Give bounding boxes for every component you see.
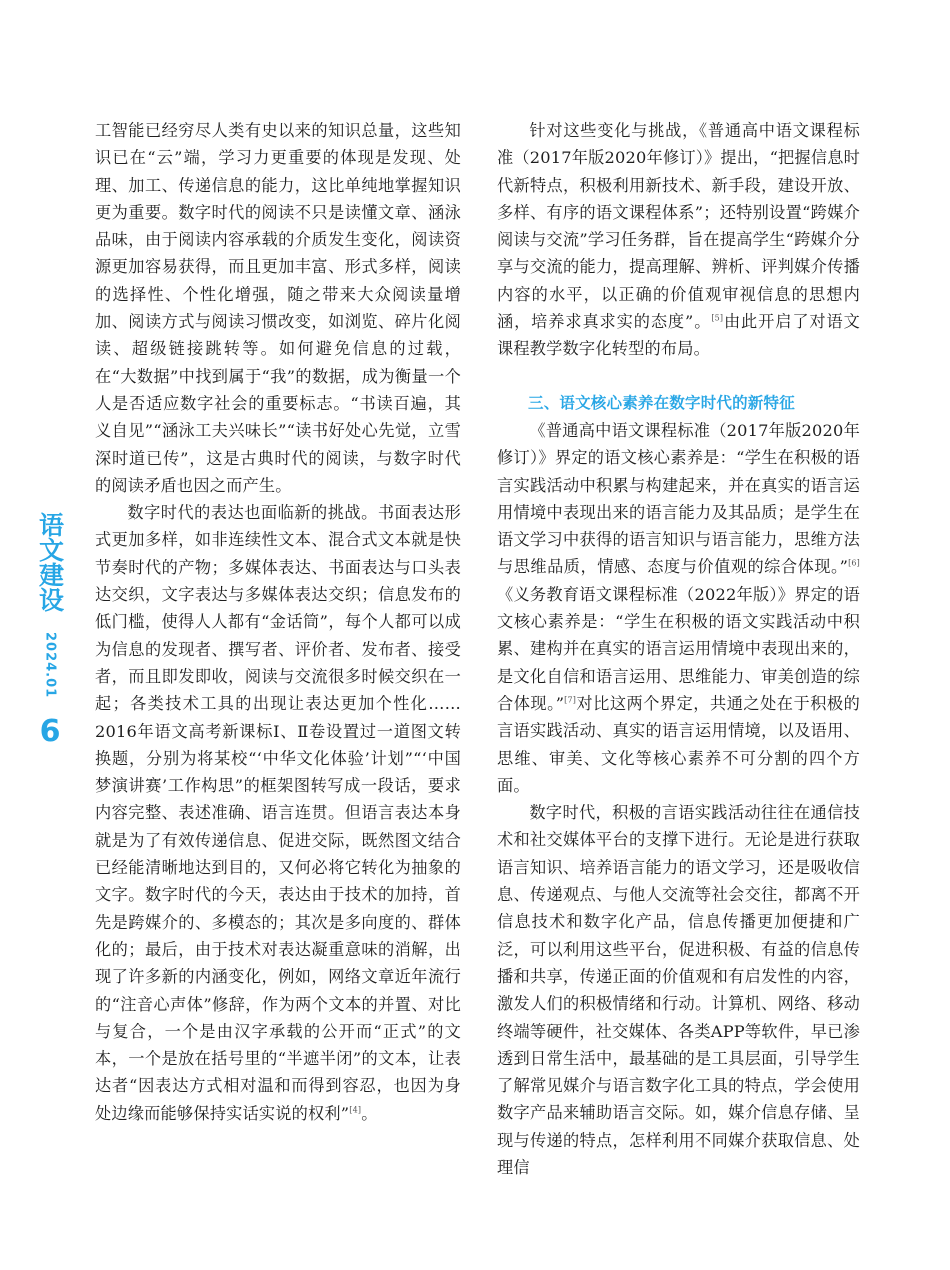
paragraph: [95, 499, 461, 1127]
paragraph-text: 针对这些变化与挑战，《普通高中语文课程标准（2017年版2020年修订）》提出，“把握信息时代新特点，积极利用新技术、新手段，建设开放、多样、有序的语文课程体系”；还特别设置“跨媒介阅读与交流”学习任务群，旨在提高学生“跨媒介分享与交流的能力，提高理解、辨析、评判媒介传播内容的水平，以正确的价值观审视信息的思想内涵，培养求真求实的态度”。: [497, 121, 860, 332]
issue-date: 2024.01: [42, 632, 58, 699]
paragraph-text: 数字时代的表达也面临新的挑战。书面表达形式更加多样，如非连续性文本、混合式文本就是快节奏时代的产物；多媒体表达、书面表达与口头表达交织，文字表达与多媒体表达交织；信息发布的低门槛，使得人人都有“金话筒”，每个人都可以成为信息的发现者、撰写者、评价者、发布者、接受者，而且即发即收，阅读与交流很多时候交织在一起；各类技术工具的出现让表达更加个性化……2016年语文高考新课标Ⅰ、Ⅱ卷设置过一道图文转换题，分别为将某校“‘中华文化体验’计划”“‘中国梦演讲赛’工作构思”的框架图转写成一段话，要求内容完整、表述准确、语言连贯。但语言表达本身就是为了有效传递信息、促进交际，既然图文结合已经能清晰地达到目的，又何必将它转化为抽象的文字。数字时代的今天，表达由于技术的加持，首先是跨媒介的、多模态的；其次是多向度的、群体化的；最后，由于技术对表达凝重意味的消解，出现了许多新的内涵变化，例如，网络文章近年流行的“注音心声体”修辞，作为两个文本的并置、对比与复合，一个是由汉字承载的公开而“正式”的文本，一个是放在括号里的“半遮半闭”的文本，让表达者“因表达方式相对温和而得到容忍，也因为身处边缘而能够保持实话实说的权利”: [95, 503, 461, 1123]
section-heading: 三、语文核心素养在数字时代的新特征: [528, 393, 795, 412]
right-column: [497, 117, 860, 1181]
paragraph-end: 由此开启了对语文课程教学数字化转型的布局。: [497, 312, 860, 359]
left-column: [95, 117, 461, 1127]
citation-ref: [4]: [349, 1105, 362, 1115]
citation-ref: [6]: [848, 559, 860, 569]
citation-ref: [5]: [711, 313, 724, 323]
paragraph-text: 《普通高中语文课程标准（2017年版2020年修订）》界定的语文核心素养是：“学生在积极的语言实践活动中积累与构建起来，并在真实的语言运用情境中表现出来的语言能力及其品质；是学生在语文学习中获得的语言知识与语言能力，思维方法与思维品质，情感、态度与价值观的综合体现。”: [497, 420, 860, 577]
paragraph-text: 《义务教育语文课程标准（2022年版）》界定的语文核心素养是：“学生在积极的语文实践活动中积累、建构并在真实的语言运用情境中表现出来的，是文化自信和语言运用、思维能力、审美创造的综合体现。”: [497, 584, 860, 713]
page-number: 6: [39, 714, 61, 750]
sidebar: [33, 512, 67, 749]
journal-title: 语文建设: [35, 512, 65, 612]
paragraph: [497, 417, 860, 799]
paragraph: [497, 117, 860, 363]
paragraph: 数字时代，积极的言语实践活动往往在通信技术和社交媒体平台的支撑下进行。无论是进行获取语言知识、培养语言能力的语文学习，还是吸收信息、传递观点、与他人交流等社会交往，都离不开信息技术和数字化产品，信息传播更加便捷和广泛，可以利用这些平台，促进积极、有益的信息传播和共享，传递正面的价值观和有启发性的内容，激发人们的积极情绪和行动。计算机、网络、移动终端等硬件，社交媒体、各类APP等软件，早已渗透到日常生活中，最基础的是工具层面，引导学生了解常见媒介与语言数字化工具的特点，学会使用数字产品来辅助语言交际。如，媒介信息存储、呈现与传递的特点，怎样利用不同媒介获取信息、处理信: [497, 803, 860, 1177]
paragraph-text: 对比这两个界定，共通之处在于积极的言语实践活动、真实的语言运用情境，以及语用、思维、审美、文化等核心素养不可分割的四个方面。: [497, 693, 860, 795]
paragraph-end: 。: [361, 1103, 378, 1123]
paragraph: 工智能已经穷尽人类有史以来的知识总量，这些知识已在“云”端，学习力更重要的体现是发现、处理、加工、传递信息的能力，这比单纯地掌握知识更为重要。数字时代的阅读不只是读懂文章、涵泳品味，由于阅读内容承载的介质发生变化，阅读资源更加容易获得，而且更加丰富、形式多样，阅读的选择性、个性化增强，随之带来大众阅读量增加、阅读方式与阅读习惯改变，如浏览、碎片化阅读、超级链接跳转等。如何避免信息的过载，在“大数据”中找到属于“我”的数据，成为衡量一个人是否适应数字社会的重要标志。“书读百遍，其义自见”“涵泳工夫兴味长”“读书好处心先觉，立雪深时道已传”，这是古典时代的阅读，与数字时代的阅读矛盾也因之而产生。: [95, 121, 461, 495]
citation-ref: [7]: [564, 695, 577, 705]
